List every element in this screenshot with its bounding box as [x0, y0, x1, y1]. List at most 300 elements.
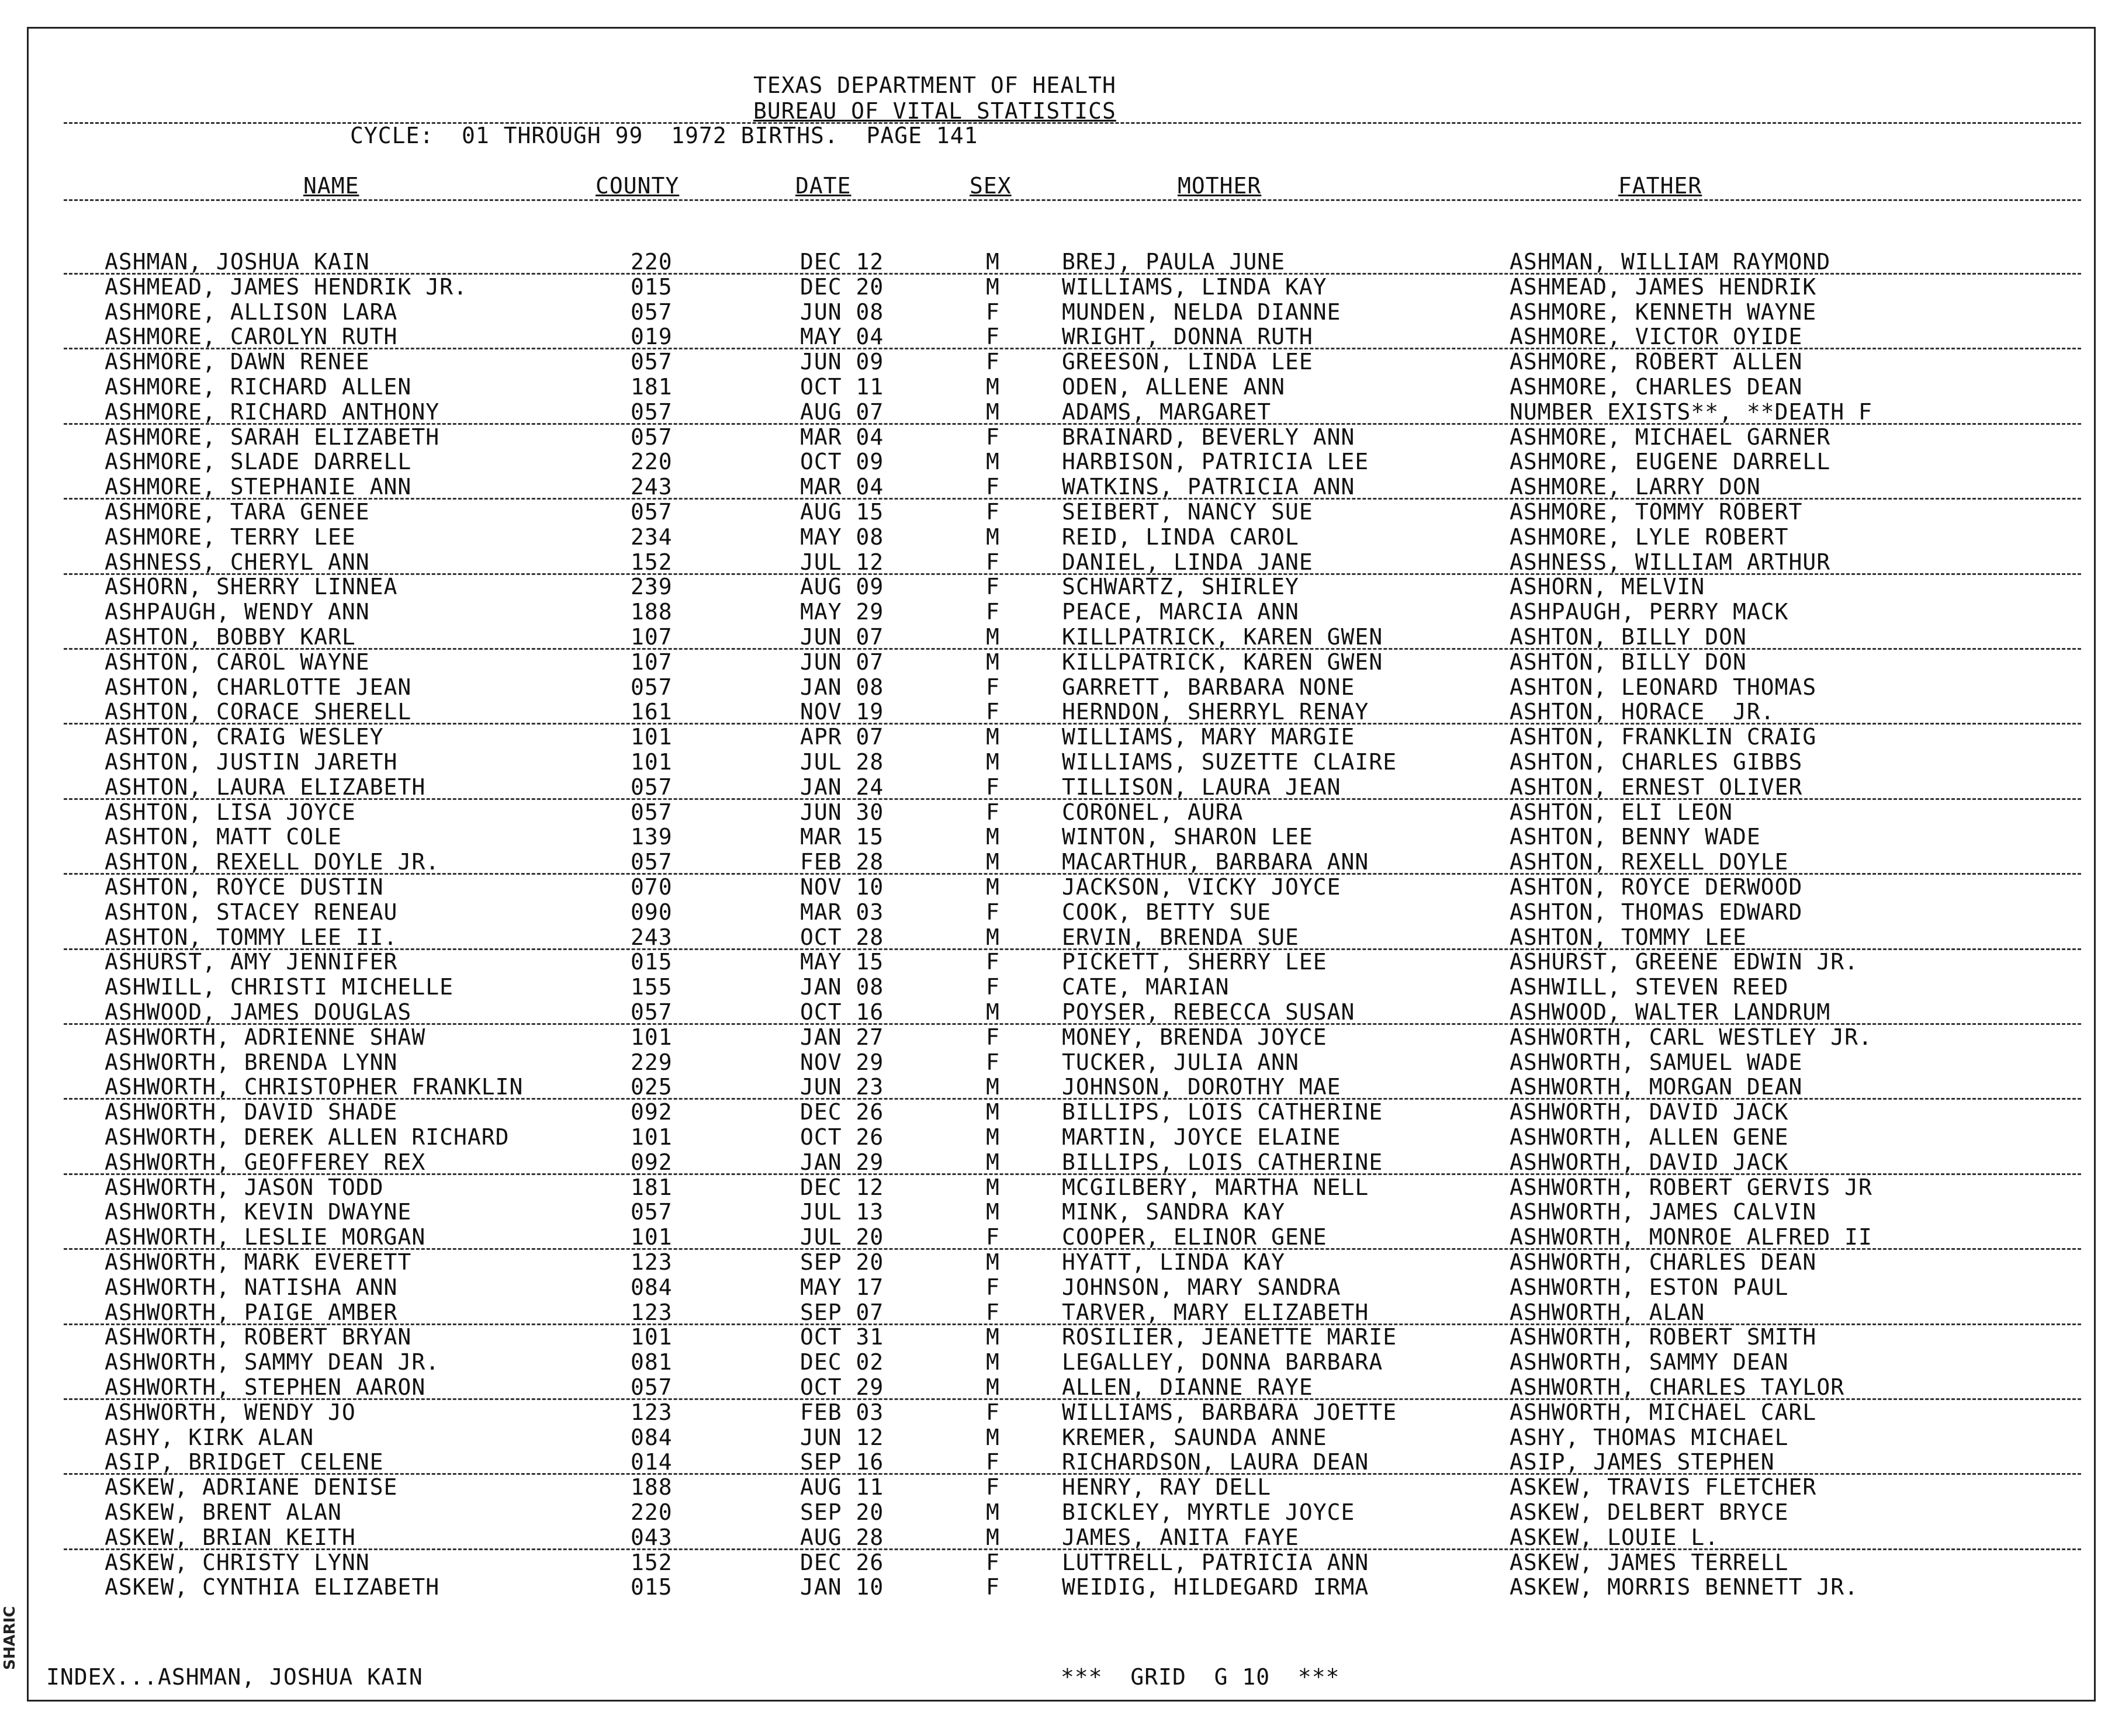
row-mother: WINTON, SHARON LEE — [1062, 824, 1313, 850]
row-county: 101 — [631, 1324, 673, 1350]
row-name: ASHORN, SHERRY LINNEA — [105, 574, 398, 600]
table-row — [29, 400, 2097, 424]
table-row — [29, 349, 2097, 374]
row-sex: M — [986, 1524, 1000, 1550]
row-father: ASKEW, LOUIE L. — [1510, 1524, 1719, 1550]
table-row — [29, 425, 2097, 449]
row-date: MAY 08 — [800, 524, 884, 550]
row-date: SEP 20 — [800, 1499, 884, 1525]
table-row — [29, 300, 2097, 324]
row-county: 243 — [631, 474, 673, 500]
row-father: ASHMORE, TOMMY ROBERT — [1510, 499, 1803, 525]
row-sex: F — [986, 974, 1000, 1000]
row-name: ASHTON, CORACE SHERELL — [105, 699, 412, 725]
row-county: 123 — [631, 1249, 673, 1275]
row-father: ASHWORTH, MICHAEL CARL — [1510, 1399, 1817, 1425]
row-county: 057 — [631, 399, 673, 425]
row-sex: M — [986, 1099, 1000, 1125]
row-date: JUL 28 — [800, 749, 884, 775]
row-sex: F — [986, 599, 1000, 625]
row-mother: BILLIPS, LOIS CATHERINE — [1062, 1149, 1383, 1175]
document-frame — [27, 27, 2096, 1702]
row-father: ASHMORE, LARRY DON — [1510, 474, 1761, 500]
row-father: ASHWOOD, WALTER LANDRUM — [1510, 999, 1831, 1025]
row-father: ASHWORTH, ROBERT SMITH — [1510, 1324, 1817, 1350]
column-header-sex: SEX — [970, 173, 1012, 199]
row-county: 057 — [631, 499, 673, 525]
table-row — [29, 1500, 2097, 1524]
row-name: ASHWORTH, LESLIE MORGAN — [105, 1224, 426, 1250]
cycle-line: CYCLE: 01 THROUGH 99 1972 BIRTHS. PAGE 141 — [350, 123, 978, 148]
column-header-father: FATHER — [1618, 173, 1702, 199]
row-father: ASHTON, ELI LEON — [1510, 799, 1733, 825]
table-row — [29, 775, 2097, 799]
row-mother: TILLISON, LAURA JEAN — [1062, 774, 1341, 800]
table-row — [29, 324, 2097, 349]
table-row — [29, 525, 2097, 549]
row-name: ASHTON, BOBBY KARL — [105, 624, 356, 650]
row-county: 015 — [631, 1574, 673, 1600]
row-father: ASHWORTH, ALLEN GENE — [1510, 1124, 1789, 1150]
row-date: NOV 10 — [800, 874, 884, 900]
table-row — [29, 449, 2097, 474]
row-date: JUL 12 — [800, 549, 884, 575]
row-sex: F — [986, 549, 1000, 575]
row-county: 239 — [631, 574, 673, 600]
row-sex: M — [986, 1199, 1000, 1225]
row-date: JUN 12 — [800, 1424, 884, 1450]
row-date: DEC 20 — [800, 273, 884, 300]
row-sex: M — [986, 273, 1000, 300]
row-county: 015 — [631, 273, 673, 300]
row-county: 057 — [631, 1374, 673, 1400]
row-father: ASHWORTH, DAVID JACK — [1510, 1099, 1789, 1125]
row-father: ASHWORTH, DAVID JACK — [1510, 1149, 1789, 1175]
row-father: ASHMORE, EUGENE DARRELL — [1510, 449, 1831, 475]
row-county: 019 — [631, 324, 673, 350]
row-name: ASHWORTH, GEOFFEREY REX — [105, 1149, 426, 1175]
row-name: ASHTON, CRAIG WESLEY — [105, 724, 384, 750]
table-row — [29, 275, 2097, 299]
row-county: 107 — [631, 624, 673, 650]
row-mother: MACARTHUR, BARBARA ANN — [1062, 849, 1369, 875]
row-sex: M — [986, 874, 1000, 900]
row-mother: WEIDIG, HILDEGARD IRMA — [1062, 1574, 1369, 1600]
row-mother: WILLIAMS, BARBARA JOETTE — [1062, 1399, 1397, 1425]
row-date: FEB 03 — [800, 1399, 884, 1425]
row-name: ASKEW, CYNTHIA ELIZABETH — [105, 1574, 440, 1600]
row-sex: M — [986, 249, 1000, 275]
row-mother: COOK, BETTY SUE — [1062, 899, 1272, 925]
row-sex: F — [986, 424, 1000, 450]
row-mother: CORONEL, AURA — [1062, 799, 1244, 825]
row-county: 188 — [631, 599, 673, 625]
row-name: ASHURST, AMY JENNIFER — [105, 949, 398, 975]
row-name: ASHTON, JUSTIN JARETH — [105, 749, 398, 775]
row-mother: ALLEN, DIANNE RAYE — [1062, 1374, 1313, 1400]
row-mother: HARBISON, PATRICIA LEE — [1062, 449, 1369, 475]
row-county: 057 — [631, 349, 673, 375]
row-name: ASHMORE, RICHARD ALLEN — [105, 374, 412, 400]
row-name: ASHPAUGH, WENDY ANN — [105, 599, 370, 625]
table-row — [29, 1200, 2097, 1224]
row-sex: F — [986, 674, 1000, 700]
row-father: ASHTON, LEONARD THOMAS — [1510, 674, 1817, 700]
row-county: 220 — [631, 249, 673, 275]
row-sex: M — [986, 1374, 1000, 1400]
row-name: ASHWORTH, MARK EVERETT — [105, 1249, 412, 1275]
table-row — [29, 650, 2097, 674]
row-father: ASHNESS, WILLIAM ARTHUR — [1510, 549, 1831, 575]
table-row — [29, 900, 2097, 924]
table-row — [29, 824, 2097, 849]
row-mother: GARRETT, BARBARA NONE — [1062, 674, 1355, 700]
row-name: ASHMORE, RICHARD ANTHONY — [105, 399, 440, 425]
row-county: 057 — [631, 1199, 673, 1225]
row-father: ASHWILL, STEVEN REED — [1510, 974, 1789, 1000]
row-mother: JACKSON, VICKY JOYCE — [1062, 874, 1341, 900]
table-row — [29, 1475, 2097, 1499]
row-sex: M — [986, 649, 1000, 675]
row-name: ASHWORTH, DAVID SHADE — [105, 1099, 398, 1125]
table-row — [29, 1325, 2097, 1349]
row-date: JAN 27 — [800, 1024, 884, 1050]
row-father: ASHMEAD, JAMES HENDRIK — [1510, 273, 1817, 300]
table-row — [29, 1450, 2097, 1474]
row-sex: F — [986, 1449, 1000, 1475]
row-date: JUN 07 — [800, 649, 884, 675]
row-county: 101 — [631, 1224, 673, 1250]
row-sex: F — [986, 699, 1000, 725]
row-father: ASKEW, MORRIS BENNETT JR. — [1510, 1574, 1858, 1600]
row-father: ASKEW, JAMES TERRELL — [1510, 1549, 1789, 1575]
row-mother: HENRY, RAY DELL — [1062, 1474, 1272, 1501]
row-sex: F — [986, 324, 1000, 350]
row-name: ASHWORTH, WENDY JO — [105, 1399, 356, 1425]
row-sex: F — [986, 299, 1000, 325]
row-father: ASHTON, REXELL DOYLE — [1510, 849, 1789, 875]
row-name: ASHWOOD, JAMES DOUGLAS — [105, 999, 412, 1025]
row-name: ASHWORTH, CHRISTOPHER FRANKLIN — [105, 1074, 524, 1100]
row-county: 220 — [631, 449, 673, 475]
row-mother: BRAINARD, BEVERLY ANN — [1062, 424, 1355, 450]
row-name: ASHWORTH, KEVIN DWAYNE — [105, 1199, 412, 1225]
row-sex: M — [986, 749, 1000, 775]
row-sex: F — [986, 1399, 1000, 1425]
row-father: ASHWORTH, SAMMY DEAN — [1510, 1349, 1789, 1375]
row-county: 188 — [631, 1474, 673, 1501]
row-name: ASHMORE, SARAH ELIZABETH — [105, 424, 440, 450]
row-name: ASHTON, CAROL WAYNE — [105, 649, 370, 675]
row-date: OCT 16 — [800, 999, 884, 1025]
row-father: ASHMORE, CHARLES DEAN — [1510, 374, 1803, 400]
row-father: ASHTON, ROYCE DERWOOD — [1510, 874, 1803, 900]
table-row — [29, 750, 2097, 774]
row-date: MAR 04 — [800, 474, 884, 500]
row-father: ASHMORE, VICTOR OYIDE — [1510, 324, 1803, 350]
row-date: MAY 04 — [800, 324, 884, 350]
row-sex: M — [986, 924, 1000, 950]
row-father: ASKEW, TRAVIS FLETCHER — [1510, 1474, 1817, 1501]
row-date: APR 07 — [800, 724, 884, 750]
table-row — [29, 574, 2097, 599]
table-row — [29, 1350, 2097, 1374]
grid-footer: *** GRID G 10 *** — [1061, 1664, 1340, 1690]
row-name: ASHTON, LAURA ELIZABETH — [105, 774, 426, 800]
row-county: 081 — [631, 1349, 673, 1375]
row-mother: WILLIAMS, MARY MARGIE — [1062, 724, 1355, 750]
row-name: ASHMORE, ALLISON LARA — [105, 299, 398, 325]
row-name: ASKEW, BRIAN KEITH — [105, 1524, 356, 1550]
row-mother: ODEN, ALLENE ANN — [1062, 374, 1286, 400]
row-date: AUG 15 — [800, 499, 884, 525]
row-name: ASHTON, MATT COLE — [105, 824, 342, 850]
row-mother: JOHNSON, MARY SANDRA — [1062, 1274, 1341, 1300]
row-mother: ADAMS, MARGARET — [1062, 399, 1272, 425]
row-name: ASIP, BRIDGET CELENE — [105, 1449, 384, 1475]
row-sex: M — [986, 824, 1000, 850]
row-name: ASKEW, ADRIANE DENISE — [105, 1474, 398, 1501]
table-row — [29, 550, 2097, 574]
row-sex: M — [986, 1124, 1000, 1150]
table-row — [29, 1550, 2097, 1575]
row-father: ASHTON, BENNY WADE — [1510, 824, 1761, 850]
row-name: ASHTON, REXELL DOYLE JR. — [105, 849, 440, 875]
row-mother: BILLIPS, LOIS CATHERINE — [1062, 1099, 1383, 1125]
row-father: ASHWORTH, MORGAN DEAN — [1510, 1074, 1803, 1100]
row-name: ASHWORTH, ROBERT BRYAN — [105, 1324, 412, 1350]
row-father: ASHMORE, ROBERT ALLEN — [1510, 349, 1803, 375]
column-header-name: NAME — [303, 173, 359, 199]
row-sex: M — [986, 1174, 1000, 1200]
row-date: DEC 12 — [800, 1174, 884, 1200]
row-father: ASHWORTH, ALAN — [1510, 1299, 1705, 1325]
row-county: 092 — [631, 1099, 673, 1125]
row-name: ASHWORTH, SAMMY DEAN JR. — [105, 1349, 440, 1375]
row-name: ASHMORE, CAROLYN RUTH — [105, 324, 398, 350]
row-sex: F — [986, 474, 1000, 500]
row-sex: M — [986, 1074, 1000, 1100]
row-father: ASHMORE, MICHAEL GARNER — [1510, 424, 1831, 450]
row-county: 014 — [631, 1449, 673, 1475]
row-name: ASHMORE, SLADE DARRELL — [105, 449, 412, 475]
row-county: 057 — [631, 849, 673, 875]
row-father: ASHTON, CHARLES GIBBS — [1510, 749, 1803, 775]
table-row — [29, 1575, 2097, 1599]
row-sex: M — [986, 1499, 1000, 1525]
row-county: 101 — [631, 724, 673, 750]
row-father: ASKEW, DELBERT BRYCE — [1510, 1499, 1789, 1525]
row-county: 092 — [631, 1149, 673, 1175]
row-father: ASHMAN, WILLIAM RAYMOND — [1510, 249, 1831, 275]
row-mother: SEIBERT, NANCY SUE — [1062, 499, 1313, 525]
row-sex: F — [986, 949, 1000, 975]
table-row — [29, 1525, 2097, 1550]
row-mother: MARTIN, JOYCE ELAINE — [1062, 1124, 1341, 1150]
row-date: MAY 17 — [800, 1274, 884, 1300]
table-row — [29, 675, 2097, 699]
row-date: SEP 16 — [800, 1449, 884, 1475]
row-date: AUG 11 — [800, 1474, 884, 1501]
row-mother: WATKINS, PATRICIA ANN — [1062, 474, 1355, 500]
row-sex: M — [986, 399, 1000, 425]
row-sex: F — [986, 1224, 1000, 1250]
row-date: DEC 12 — [800, 249, 884, 275]
row-date: NOV 19 — [800, 699, 884, 725]
row-father: ASHWORTH, CARL WESTLEY JR. — [1510, 1024, 1872, 1050]
column-header-mother: MOTHER — [1178, 173, 1262, 199]
row-mother: BICKLEY, MYRTLE JOYCE — [1062, 1499, 1355, 1525]
row-county: 107 — [631, 649, 673, 675]
row-mother: CATE, MARIAN — [1062, 974, 1230, 1000]
row-date: JUN 30 — [800, 799, 884, 825]
row-mother: MONEY, BRENDA JOYCE — [1062, 1024, 1327, 1050]
row-mother: ERVIN, BRENDA SUE — [1062, 924, 1299, 950]
row-date: OCT 29 — [800, 1374, 884, 1400]
row-date: JUN 09 — [800, 349, 884, 375]
row-date: JUL 20 — [800, 1224, 884, 1250]
row-sex: M — [986, 999, 1000, 1025]
row-father: ASHMORE, KENNETH WAYNE — [1510, 299, 1817, 325]
row-father: ASHTON, BILLY DON — [1510, 649, 1747, 675]
table-row — [29, 1425, 2097, 1450]
agency-title: TEXAS DEPARTMENT OF HEALTH — [753, 72, 1116, 98]
row-mother: HERNDON, SHERRYL RENAY — [1062, 699, 1369, 725]
table-row — [29, 250, 2097, 274]
row-mother: MCGILBERY, MARTHA NELL — [1062, 1174, 1369, 1200]
row-date: JAN 08 — [800, 974, 884, 1000]
row-county: 234 — [631, 524, 673, 550]
row-name: ASHNESS, CHERYL ANN — [105, 549, 370, 575]
row-date: JUL 13 — [800, 1199, 884, 1225]
row-date: OCT 26 — [800, 1124, 884, 1150]
row-father: ASIP, JAMES STEPHEN — [1510, 1449, 1775, 1475]
row-mother: DANIEL, LINDA JANE — [1062, 549, 1313, 575]
row-sex: F — [986, 499, 1000, 525]
row-mother: TUCKER, JULIA ANN — [1062, 1049, 1299, 1075]
row-county: 220 — [631, 1499, 673, 1525]
table-row — [29, 1175, 2097, 1200]
table-row — [29, 1250, 2097, 1274]
row-name: ASHTON, ROYCE DUSTIN — [105, 874, 384, 900]
row-sex: M — [986, 1249, 1000, 1275]
row-name: ASHWORTH, BRENDA LYNN — [105, 1049, 398, 1075]
row-name: ASHTON, TOMMY LEE II. — [105, 924, 398, 950]
table-row — [29, 1400, 2097, 1425]
row-county: 057 — [631, 299, 673, 325]
row-date: OCT 31 — [800, 1324, 884, 1350]
row-name: ASHWORTH, STEPHEN AARON — [105, 1374, 426, 1400]
row-sex: F — [986, 1299, 1000, 1325]
row-sex: F — [986, 1274, 1000, 1300]
table-row — [29, 699, 2097, 724]
table-row — [29, 1100, 2097, 1124]
row-county: 057 — [631, 774, 673, 800]
row-father: ASHWORTH, CHARLES DEAN — [1510, 1249, 1817, 1275]
row-sex: F — [986, 1024, 1000, 1050]
row-sex: F — [986, 349, 1000, 375]
table-row — [29, 500, 2097, 524]
row-mother: WILLIAMS, LINDA KAY — [1062, 273, 1327, 300]
row-sex: M — [986, 1149, 1000, 1175]
row-date: DEC 26 — [800, 1549, 884, 1575]
row-date: JUN 08 — [800, 299, 884, 325]
row-sex: F — [986, 1549, 1000, 1575]
table-row — [29, 1075, 2097, 1099]
row-name: ASHMORE, TARA GENEE — [105, 499, 370, 525]
row-county: 025 — [631, 1074, 673, 1100]
row-sex: M — [986, 724, 1000, 750]
row-county: 152 — [631, 1549, 673, 1575]
row-date: AUG 07 — [800, 399, 884, 425]
row-mother: RICHARDSON, LAURA DEAN — [1062, 1449, 1369, 1475]
row-county: 155 — [631, 974, 673, 1000]
row-father: NUMBER EXISTS**, **DEATH F — [1510, 399, 1872, 425]
row-mother: PEACE, MARCIA ANN — [1062, 599, 1299, 625]
row-sex: F — [986, 1049, 1000, 1075]
row-father: ASHWORTH, SAMUEL WADE — [1510, 1049, 1803, 1075]
row-mother: TARVER, MARY ELIZABETH — [1062, 1299, 1369, 1325]
row-county: 043 — [631, 1524, 673, 1550]
table-row — [29, 1050, 2097, 1075]
row-mother: PICKETT, SHERRY LEE — [1062, 949, 1327, 975]
row-mother: JAMES, ANITA FAYE — [1062, 1524, 1299, 1550]
row-date: JAN 10 — [800, 1574, 884, 1600]
row-father: ASHWORTH, ROBERT GERVIS JR — [1510, 1174, 1872, 1200]
row-date: OCT 28 — [800, 924, 884, 950]
table-row — [29, 725, 2097, 749]
row-date: FEB 28 — [800, 849, 884, 875]
row-father: ASHTON, ERNEST OLIVER — [1510, 774, 1803, 800]
row-name: ASHMORE, STEPHANIE ANN — [105, 474, 412, 500]
row-mother: KREMER, SAUNDA ANNE — [1062, 1424, 1327, 1450]
row-sex: F — [986, 1474, 1000, 1501]
row-county: 181 — [631, 374, 673, 400]
row-name: ASHTON, STACEY RENEAU — [105, 899, 398, 925]
row-mother: SCHWARTZ, SHIRLEY — [1062, 574, 1299, 600]
row-sex: M — [986, 624, 1000, 650]
table-row — [29, 875, 2097, 899]
row-sex: M — [986, 1349, 1000, 1375]
row-mother: BREJ, PAULA JUNE — [1062, 249, 1286, 275]
row-father: ASHTON, THOMAS EDWARD — [1510, 899, 1803, 925]
row-mother: KILLPATRICK, KAREN GWEN — [1062, 649, 1383, 675]
row-mother: JOHNSON, DOROTHY MAE — [1062, 1074, 1341, 1100]
row-county: 101 — [631, 1024, 673, 1050]
row-county: 229 — [631, 1049, 673, 1075]
table-row — [29, 1025, 2097, 1049]
row-mother: HYATT, LINDA KAY — [1062, 1249, 1286, 1275]
row-father: ASHTON, FRANKLIN CRAIG — [1510, 724, 1817, 750]
row-sex: M — [986, 1324, 1000, 1350]
table-row — [29, 1000, 2097, 1024]
row-county: 101 — [631, 749, 673, 775]
row-date: MAY 15 — [800, 949, 884, 975]
row-county: 181 — [631, 1174, 673, 1200]
bureau-title: BUREAU OF VITAL STATISTICS — [753, 98, 1116, 124]
row-sex: F — [986, 774, 1000, 800]
row-father: ASHWORTH, ESTON PAUL — [1510, 1274, 1789, 1300]
row-date: JAN 24 — [800, 774, 884, 800]
table-row — [29, 600, 2097, 624]
row-date: OCT 11 — [800, 374, 884, 400]
row-mother: KILLPATRICK, KAREN GWEN — [1062, 624, 1383, 650]
row-mother: MUNDEN, NELDA DIANNE — [1062, 299, 1341, 325]
row-county: 243 — [631, 924, 673, 950]
row-sex: F — [986, 899, 1000, 925]
row-name: ASHMORE, TERRY LEE — [105, 524, 356, 550]
table-row — [29, 1300, 2097, 1325]
